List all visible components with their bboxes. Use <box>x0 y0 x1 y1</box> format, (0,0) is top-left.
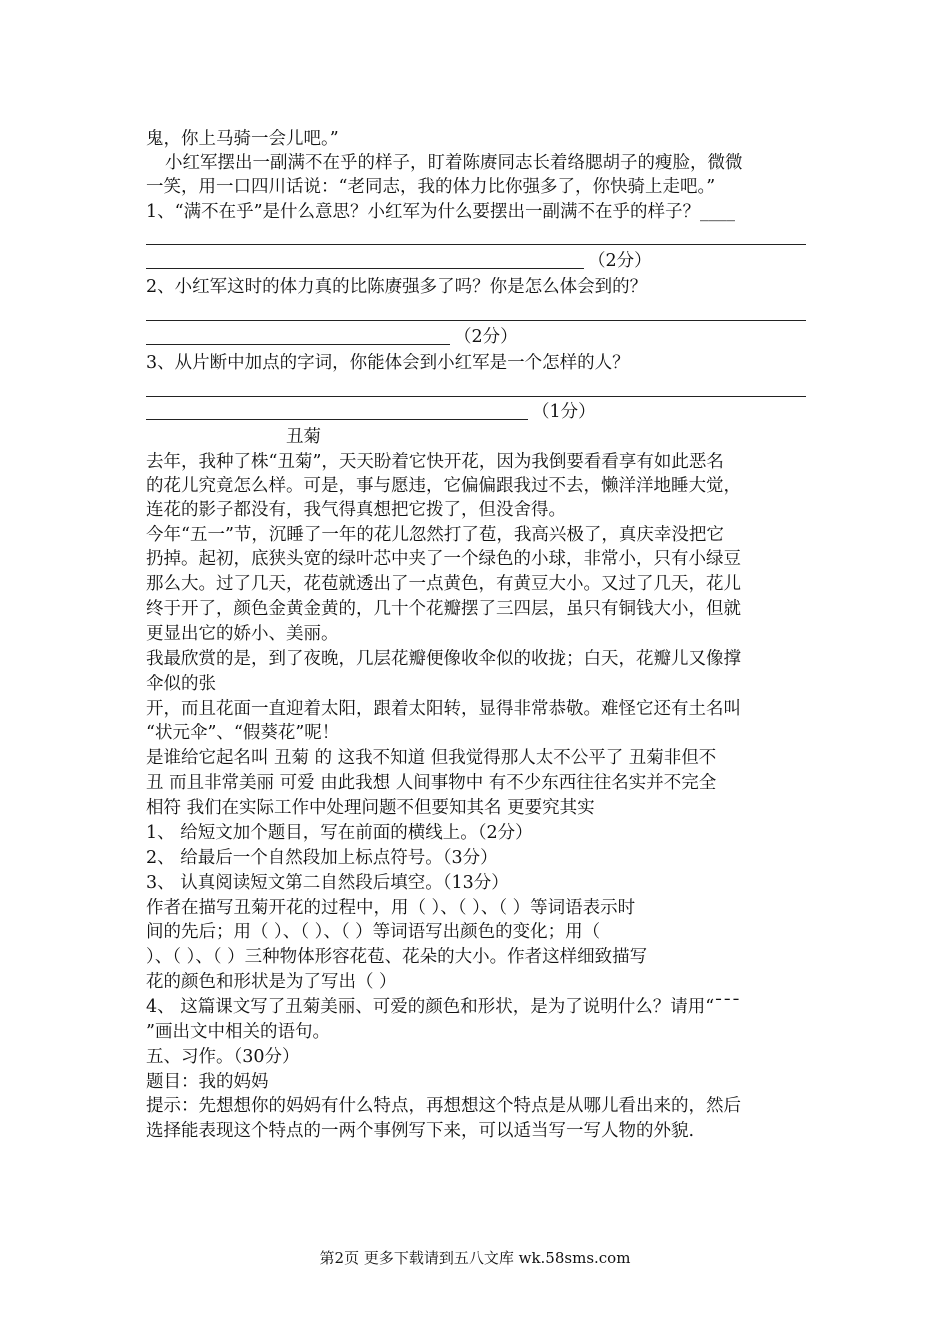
text-line: “状元伞”、“假葵花”呢！ <box>146 723 340 743</box>
fill-blank-line: 间的先后；用（ ）、（ ）、（ ）等词语写出颜色的变化；用（ <box>146 922 601 942</box>
score-label: （1分） <box>532 402 596 422</box>
section-heading: 五、习作。（30分） <box>146 1047 300 1067</box>
text-line: 丑 而且非常美丽 可爱 由此我想 人间事物中 有不少东西往往名实并不完全 <box>146 773 717 793</box>
question-3: 3、从片断中加点的字词，你能体会到小红军是一个怎样的人？ <box>146 353 630 373</box>
answer-line[interactable] <box>146 268 584 269</box>
question-item: 3、 认真阅读短文第二自然段后填空。（13分） <box>146 873 509 893</box>
text-line: 去年，我种了株“丑菊”，天天盼着它快开花，因为我倒要看看享有如此恶名 <box>146 452 724 472</box>
answer-line[interactable] <box>146 396 806 397</box>
text-line: 扔掉。起初，底狭头宽的绿叶芯中夹了一个绿色的小球，非常小，只有小绿豆 <box>146 549 741 569</box>
essay-topic: 题目：我的妈妈 <box>146 1072 269 1092</box>
essay-hint: 选择能表现这个特点的一两个事例写下来，可以适当写一写人物的外貌. <box>146 1121 695 1141</box>
answer-line[interactable] <box>146 320 806 321</box>
fill-blank-line: ）、（ ）、（ ）三种物体形容花苞、花朵的大小。作者这样细致描写 <box>146 947 648 967</box>
question-2: 2、小红军这时的体力真的比陈赓强多了吗？你是怎么体会到的？ <box>146 277 648 297</box>
score-label: （2分） <box>454 327 518 347</box>
page-footer: 第2页 更多下载请到五八文库 wk.58sms.com <box>319 1249 631 1267</box>
question-item: 4、 这篇课文写了丑菊美丽、可爱的颜色和形状，是为了说明什么？请用“ˉˉˉ <box>146 997 741 1017</box>
fill-blank-line: 花的颜色和形状是为了写出（ ） <box>146 972 397 992</box>
text-line: 开，而且花面一直迎着太阳，跟着太阳转，显得非常恭敬。难怪它还有土名叫 <box>146 699 741 719</box>
text-line: 的花儿究竟怎么样。可是，事与愿违，它偏偏跟我过不去，懒洋洋地睡大觉， <box>146 476 741 496</box>
score-label: （2分） <box>588 251 652 271</box>
question-item: 1、 给短文加个题目，写在前面的横线上。（2分） <box>146 823 533 843</box>
text-line: 相符 我们在实际工作中处理问题不但要知其名 更要究其实 <box>146 798 595 818</box>
passage-title: 丑菊 <box>286 427 321 447</box>
text-line: 小红军摆出一副满不在乎的样子，盯着陈赓同志长着络腮胡子的瘦脸，微微 <box>165 153 743 173</box>
text-line: 今年“五一”节，沉睡了一年的花儿忽然打了苞，我高兴极了，真庆幸没把它 <box>146 525 724 545</box>
text-line: 我最欣赏的是，到了夜晚，几层花瓣便像收伞似的收拢；白天，花瓣儿又像撑 <box>146 649 741 669</box>
text-line: 一笑，用一口四川话说：“老同志，我的体力比你强多了，你快骑上走吧。” <box>146 177 716 197</box>
text-line: 更显出它的娇小、美丽。 <box>146 624 339 644</box>
text-line: 终于开了，颜色金黄金黄的，几十个花瓣摆了三四层，虽只有铜钱大小，但就 <box>146 599 741 619</box>
answer-line[interactable] <box>146 344 450 345</box>
question-1: 1、“满不在乎”是什么意思？小红军为什么要摆出一副满不在乎的样子？____ <box>146 202 736 222</box>
text-line: 伞似的张 <box>146 674 216 694</box>
question-item: 2、 给最后一个自然段加上标点符号。（3分） <box>146 848 498 868</box>
text-line: 鬼，你上马骑一会儿吧。” <box>146 129 339 149</box>
fill-blank-line: 作者在描写丑菊开花的过程中，用（ ）、（ ）、（ ）等词语表示时 <box>146 898 636 918</box>
text-line: 是谁给它起名叫 丑菊 的 这我不知道 但我觉得那人太不公平了 丑菊非但不 <box>146 748 717 768</box>
text-line: 连花的影子都没有，我气得真想把它拨了，但没舍得。 <box>146 500 566 520</box>
essay-hint: 提示：先想想你的妈妈有什么特点，再想想这个特点是从哪儿看出来的，然后 <box>146 1096 741 1116</box>
answer-line[interactable] <box>146 419 528 420</box>
text-line: ”画出文中相关的语句。 <box>146 1022 330 1042</box>
text-line: 那么大。过了几天，花苞就透出了一点黄色，有黄豆大小。又过了几天，花儿 <box>146 574 741 594</box>
answer-line[interactable] <box>146 244 806 245</box>
